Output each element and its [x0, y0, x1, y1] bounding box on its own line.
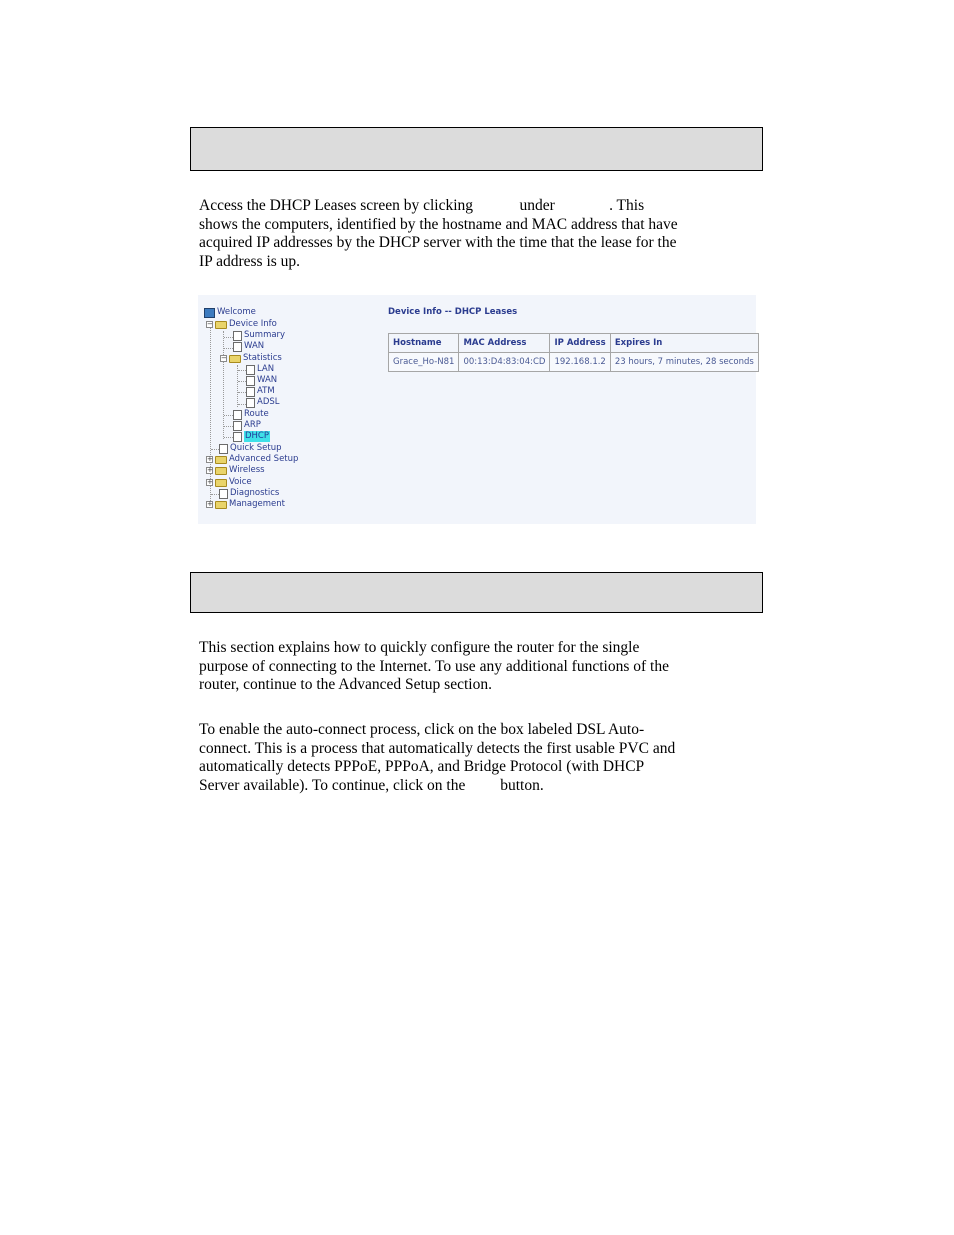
- text-line: This section explains how to quickly configure the router for the single: [199, 639, 640, 656]
- ip-address-cell: 192.168.1.2: [550, 353, 610, 372]
- text-line: To enable the auto-connect process, click on the box labeled DSL Auto-: [199, 721, 645, 738]
- nav-label: LAN: [257, 364, 275, 374]
- text-line: router, continue to the Advanced Setup section.: [199, 676, 492, 694]
- section-heading-bar: [190, 572, 763, 613]
- nav-label: Summary: [244, 330, 286, 340]
- nav-item-management[interactable]: [206, 499, 285, 510]
- section-heading-bar: [190, 127, 763, 171]
- nav-item-wan[interactable]: [233, 341, 264, 352]
- tree-guide: [224, 415, 233, 416]
- nav-label: ADSL: [257, 397, 280, 407]
- nav-item-stats-adsl[interactable]: [246, 397, 280, 408]
- nav-label: Diagnostics: [230, 488, 280, 498]
- page-icon: [246, 398, 255, 408]
- page-icon: [219, 489, 228, 499]
- tree-guide: [238, 381, 246, 382]
- nav-label: ARP: [244, 420, 261, 430]
- nav-item-stats-atm[interactable]: [246, 386, 275, 397]
- column-header: Expires In: [610, 334, 758, 353]
- text-line: acquired IP addresses by the DHCP server with the time that the lease for the: [199, 234, 677, 252]
- page-icon: [233, 342, 242, 352]
- collapse-icon[interactable]: −: [221, 354, 227, 362]
- nav-label: WAN: [257, 375, 278, 385]
- nav-label: Route: [244, 409, 269, 419]
- text-line: Server available). To continue, click on the button.: [199, 777, 544, 795]
- nav-item-route[interactable]: [233, 409, 269, 420]
- text-line: connect. This is a process that automatically detects the first usable PVC and: [199, 739, 676, 757]
- nav-label: Device Info: [229, 319, 277, 329]
- hostname-cell: Grace_Ho-N81: [389, 353, 459, 372]
- text-line: shows the computers, identified by the hostname and MAC address that have: [199, 215, 678, 233]
- nav-label: Advanced Setup: [229, 454, 299, 464]
- nav-item-stats-wan[interactable]: [246, 375, 277, 386]
- nav-item-welcome[interactable]: [204, 307, 256, 318]
- quick-setup-paragraph: [199, 639, 719, 695]
- folder-icon: [215, 501, 227, 509]
- nav-label: Wireless: [229, 465, 265, 475]
- page-icon: [246, 376, 255, 386]
- tree-guide: [211, 449, 219, 450]
- nav-label: Voice: [229, 477, 252, 487]
- nav-label-selected: DHCP: [245, 431, 269, 441]
- tree-guide: [224, 437, 233, 438]
- column-header: IP Address: [550, 334, 610, 353]
- column-header: MAC Address: [459, 334, 550, 353]
- tree-guide: [224, 426, 233, 427]
- page-icon: [246, 365, 255, 375]
- dhcp-leases-table: [388, 333, 759, 372]
- page-title: Device Info -- DHCP Leases: [388, 307, 518, 317]
- page-icon: [219, 444, 228, 454]
- expand-icon[interactable]: +: [207, 455, 213, 463]
- tree-guide: [224, 337, 233, 338]
- folder-icon: [215, 467, 227, 475]
- column-header: Hostname: [389, 334, 459, 353]
- nav-label: Management: [229, 499, 285, 509]
- dhcp-leases-paragraph: [199, 197, 719, 272]
- folder-open-icon: [215, 321, 227, 329]
- tree-guide: [238, 392, 246, 393]
- computer-icon: [204, 308, 215, 318]
- auto-connect-paragraph: [199, 721, 719, 796]
- nav-item-diagnostics[interactable]: [219, 488, 279, 499]
- nav-item-voice[interactable]: [206, 477, 252, 488]
- expand-icon[interactable]: +: [207, 466, 213, 474]
- text-line: automatically detects PPPoE, PPPoA, and Bridge Protocol (with DHCP: [199, 758, 645, 776]
- nav-item-statistics[interactable]: [220, 353, 282, 364]
- nav-item-wireless[interactable]: [206, 465, 265, 476]
- nav-item-device-info[interactable]: [206, 319, 277, 330]
- folder-open-icon: [229, 355, 241, 363]
- nav-item-quick-setup[interactable]: [219, 443, 281, 454]
- text-line: Access the DHCP Leases screen by clicking under . This: [199, 197, 645, 214]
- page-icon: [233, 421, 242, 431]
- nav-label: Statistics: [243, 353, 282, 363]
- expand-icon[interactable]: +: [207, 478, 213, 486]
- tree-guide: [211, 494, 219, 495]
- tree-guide: [224, 348, 233, 349]
- nav-item-summary[interactable]: [233, 330, 285, 341]
- folder-icon: [215, 456, 227, 464]
- page-icon: [233, 410, 242, 420]
- table-header-row: [389, 334, 759, 353]
- nav-label: ATM: [257, 386, 275, 396]
- folder-icon: [215, 479, 227, 487]
- nav-label: WAN: [244, 341, 265, 351]
- nav-label: Quick Setup: [230, 443, 282, 453]
- text-line: IP address is up.: [199, 253, 301, 271]
- page-icon: [233, 432, 242, 442]
- nav-item-advanced-setup[interactable]: [206, 454, 298, 465]
- expires-in-cell: 23 hours, 7 minutes, 28 seconds: [610, 353, 758, 372]
- nav-item-stats-lan[interactable]: [246, 364, 274, 375]
- tree-guide: [238, 404, 246, 405]
- table-row: [389, 353, 759, 372]
- tree-guide: [237, 365, 238, 407]
- page-icon: [233, 331, 242, 341]
- expand-icon[interactable]: +: [207, 500, 213, 508]
- tree-guide: [238, 370, 246, 371]
- mac-address-cell: 00:13:D4:83:04:CD: [459, 353, 550, 372]
- text-line: purpose of connecting to the Internet. To use any additional functions of the: [199, 657, 669, 675]
- nav-label: Welcome: [217, 307, 256, 317]
- collapse-icon[interactable]: −: [207, 320, 213, 328]
- nav-item-dhcp[interactable]: [233, 431, 270, 442]
- page-icon: [246, 387, 255, 397]
- dhcp-leases-screenshot: [198, 295, 756, 524]
- nav-item-arp[interactable]: [233, 420, 261, 431]
